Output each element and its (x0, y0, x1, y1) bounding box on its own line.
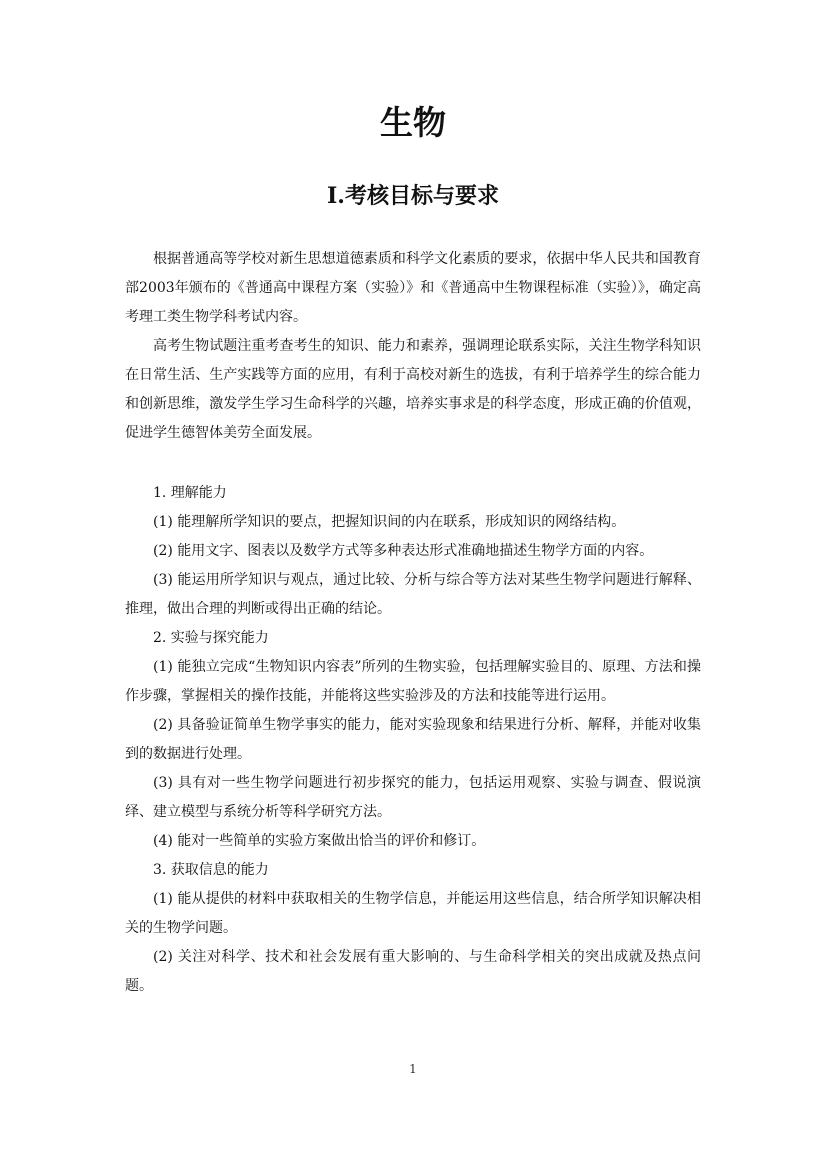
list-item: (1) 能从提供的材料中获取相关的生物学信息，并能运用这些信息，结合所学知识解决相关的生物学问题。 (125, 891, 701, 936)
subsection-heading: 3. 获取信息的能力 (153, 862, 269, 878)
list-item: (3) 具有对一些生物学问题进行初步探究的能力，包括运用观察、实验与调查、假说演绎、建立模型与系统分析等科学研究方法。 (125, 775, 701, 820)
list-item: (2) 关注对科学、技术和社会发展有重大影响的、与生命科学相关的突出成就及热点问题。 (125, 949, 701, 994)
paragraph-spacer (125, 448, 701, 479)
list-item: (2) 能用文字、图表以及数学方式等多种表达形式准确地描述生物学方面的内容。 (153, 543, 654, 559)
document-title: 生物 (380, 103, 446, 142)
document-body (125, 245, 701, 1001)
list-item: (2) 具备验证简单生物学事实的能力，能对实验现象和结果进行分析、解释，并能对收集到的数据进行处理。 (125, 717, 701, 762)
intro-paragraph: 根据普通高等学校对新生思想道德素质和科学文化素质的要求，依据中华人民共和国教育部2003年颁布的《普通高中课程方案（实验）》和《普通高中生物课程标准（实验）》，确定高考理工类生物学科考试内容。 (125, 251, 701, 325)
list-item: (1) 能理解所学知识的要点，把握知识间的内在联系，形成知识的网络结构。 (153, 514, 626, 530)
intro-paragraph: 高考生物试题注重考查考生的知识、能力和素养，强调理论联系实际，关注生物学科知识在日常生活、生产实践等方面的应用，有利于高校对新生的选拔，有利于培养学生的综合能力和创新思维，激发学生学习生命科学的兴趣，培养实事求是的科学态度，形成正确的价值观，促进学生德智体美劳全面发展。 (125, 338, 701, 441)
list-item: (4) 能对一些简单的实验方案做出恰当的评价和修订。 (153, 833, 486, 849)
section-heading: Ⅰ.考核目标与要求 (327, 183, 499, 209)
subsection-heading: 1. 理解能力 (153, 485, 227, 501)
list-item: (1) 能独立完成“生物知识内容表”所列的生物实验，包括理解实验目的、原理、方法和操作步骤，掌握相关的操作技能，并能将这些实验涉及的方法和技能等进行运用。 (125, 659, 701, 704)
subsection-heading: 2. 实验与探究能力 (153, 630, 269, 646)
page-number: 1 (409, 1062, 417, 1076)
list-item: (3) 能运用所学知识与观点，通过比较、分析与综合等方法对某些生物学问题进行解释、推理，做出合理的判断或得出正确的结论。 (125, 572, 701, 617)
